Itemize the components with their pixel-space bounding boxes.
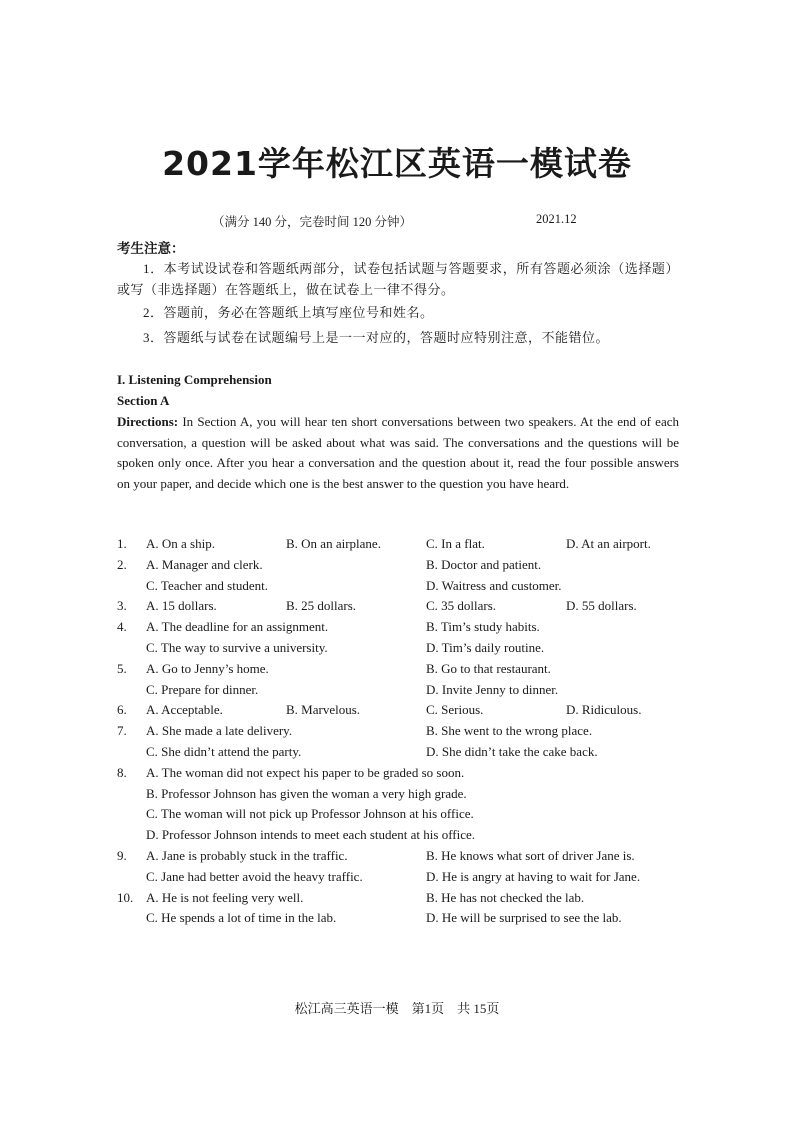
- option-a: A. Manager and clerk.: [146, 557, 263, 572]
- option-d: D. Professor Johnson intends to meet each student at his office.: [146, 827, 476, 842]
- question-number: 9.: [117, 848, 127, 863]
- option-c: C. Serious.: [426, 702, 484, 717]
- question-1: [117, 536, 697, 556]
- option-b: B. Marvelous.: [286, 702, 361, 717]
- option-a: A. She made a late delivery.: [146, 723, 293, 738]
- question-9-row-2: [117, 869, 697, 889]
- option-a: A. The deadline for an assignment.: [146, 619, 329, 634]
- option-b: B. He knows what sort of driver Jane is.: [426, 848, 635, 863]
- question-2: [117, 557, 697, 577]
- question-6: [117, 702, 697, 722]
- question-3: [117, 598, 697, 618]
- question-7: [117, 723, 697, 743]
- question-4: [117, 619, 697, 639]
- option-a: A. Jane is probably stuck in the traffic.: [146, 848, 348, 863]
- option-c: C. He spends a lot of time in the lab.: [146, 910, 337, 925]
- question-4-row-2: [117, 640, 697, 660]
- option-b: B. She went to the wrong place.: [426, 723, 593, 738]
- question-8-row-3: [117, 806, 697, 826]
- notice-item-1: 1．本考试设试卷和答题纸两部分，试卷包括试题与答题要求，所有答题必须涂（选择题）或写（非选择题）在答题纸上，做在试卷上一律不得分。: [117, 261, 679, 297]
- option-c: C. The way to survive a university.: [146, 640, 328, 655]
- option-d: D. At an airport.: [566, 536, 651, 551]
- question-8-row-4: [117, 827, 697, 847]
- option-d: D. He is angry at having to wait for Jane.: [426, 869, 641, 884]
- question-number: 2.: [117, 557, 127, 572]
- question-number: 7.: [117, 723, 127, 738]
- option-c: C. She didn’t attend the party.: [146, 744, 302, 759]
- question-10-row-2: [117, 910, 697, 930]
- question-number: 4.: [117, 619, 127, 634]
- option-c: C. Teacher and student.: [146, 578, 268, 593]
- exam-info: （满分 140 分，完卷时间 120 分钟）: [212, 215, 413, 229]
- directions-text: In Section A, you will hear ten short conversations between two speakers. At the end of each conversation, a question will be asked about what was said. The conversations and the questions will be spoken only once. After you hear a conversation and the question about it, read the four possible answers on your paper, and decide which one is the best answer to the question you have heard.: [117, 414, 679, 492]
- question-5: [117, 661, 697, 681]
- question-9: [117, 848, 697, 868]
- question-8: [117, 765, 697, 785]
- question-5-row-2: [117, 682, 697, 702]
- option-d: D. She didn’t take the cake back.: [426, 744, 598, 759]
- option-c: C. Jane had better avoid the heavy traffic.: [146, 869, 363, 884]
- question-number: 3.: [117, 598, 127, 613]
- section-heading: Section A: [117, 393, 170, 408]
- option-b: B. Professor Johnson has given the woman a very high grade.: [146, 786, 467, 801]
- option-c: C. 35 dollars.: [426, 598, 497, 613]
- option-b: B. Go to that restaurant.: [426, 661, 551, 676]
- exam-title: 2021学年松江区英语一模试卷: [162, 144, 632, 183]
- page-footer: 松江高三英语一模 第1页 共 15页: [294, 1001, 500, 1016]
- option-c: C. In a flat.: [426, 536, 485, 551]
- option-b: B. Tim’s study habits.: [426, 619, 540, 634]
- directions: [117, 412, 679, 495]
- option-a: A. The woman did not expect his paper to be graded so soon.: [146, 765, 465, 780]
- option-d: D. Waitress and customer.: [426, 578, 562, 593]
- notice-label: 考生注意：: [117, 241, 185, 256]
- option-b: B. Doctor and patient.: [426, 557, 542, 572]
- notice-item-2: 2．答题前，务必在答题纸上填写座位号和姓名。: [143, 305, 434, 320]
- option-a: A. 15 dollars.: [146, 598, 217, 613]
- part-heading: I. Listening Comprehension: [117, 372, 272, 387]
- option-a: A. On a ship.: [146, 536, 215, 551]
- option-d: D. Tim’s daily routine.: [426, 640, 545, 655]
- option-d: D. Invite Jenny to dinner.: [426, 682, 559, 697]
- option-b: B. On an airplane.: [286, 536, 381, 551]
- question-number: 5.: [117, 661, 127, 676]
- option-a: A. Acceptable.: [146, 702, 223, 717]
- option-b: B. 25 dollars.: [286, 598, 357, 613]
- directions-label: Directions:: [117, 414, 179, 429]
- option-d: D. Ridiculous.: [566, 702, 642, 717]
- question-10: [117, 890, 697, 910]
- question-2-row-2: [117, 578, 697, 598]
- question-number: 8.: [117, 765, 127, 780]
- question-7-row-2: [117, 744, 697, 764]
- option-a: A. He is not feeling very well.: [146, 890, 304, 905]
- option-c: C. Prepare for dinner.: [146, 682, 259, 697]
- question-8-row-2: [117, 786, 697, 806]
- question-number: 6.: [117, 702, 127, 717]
- option-c: C. The woman will not pick up Professor Johnson at his office.: [146, 806, 474, 821]
- exam-date: 2021.12: [536, 212, 577, 226]
- question-number: 1.: [117, 536, 127, 551]
- option-d: D. He will be surprised to see the lab.: [426, 910, 622, 925]
- question-number: 10.: [117, 890, 134, 905]
- option-a: A. Go to Jenny’s home.: [146, 661, 269, 676]
- option-d: D. 55 dollars.: [566, 598, 637, 613]
- notice-item-3: 3．答题纸与试卷在试题编号上是一一对应的，答题时应特别注意，不能错位。: [143, 330, 610, 345]
- option-b: B. He has not checked the lab.: [426, 890, 585, 905]
